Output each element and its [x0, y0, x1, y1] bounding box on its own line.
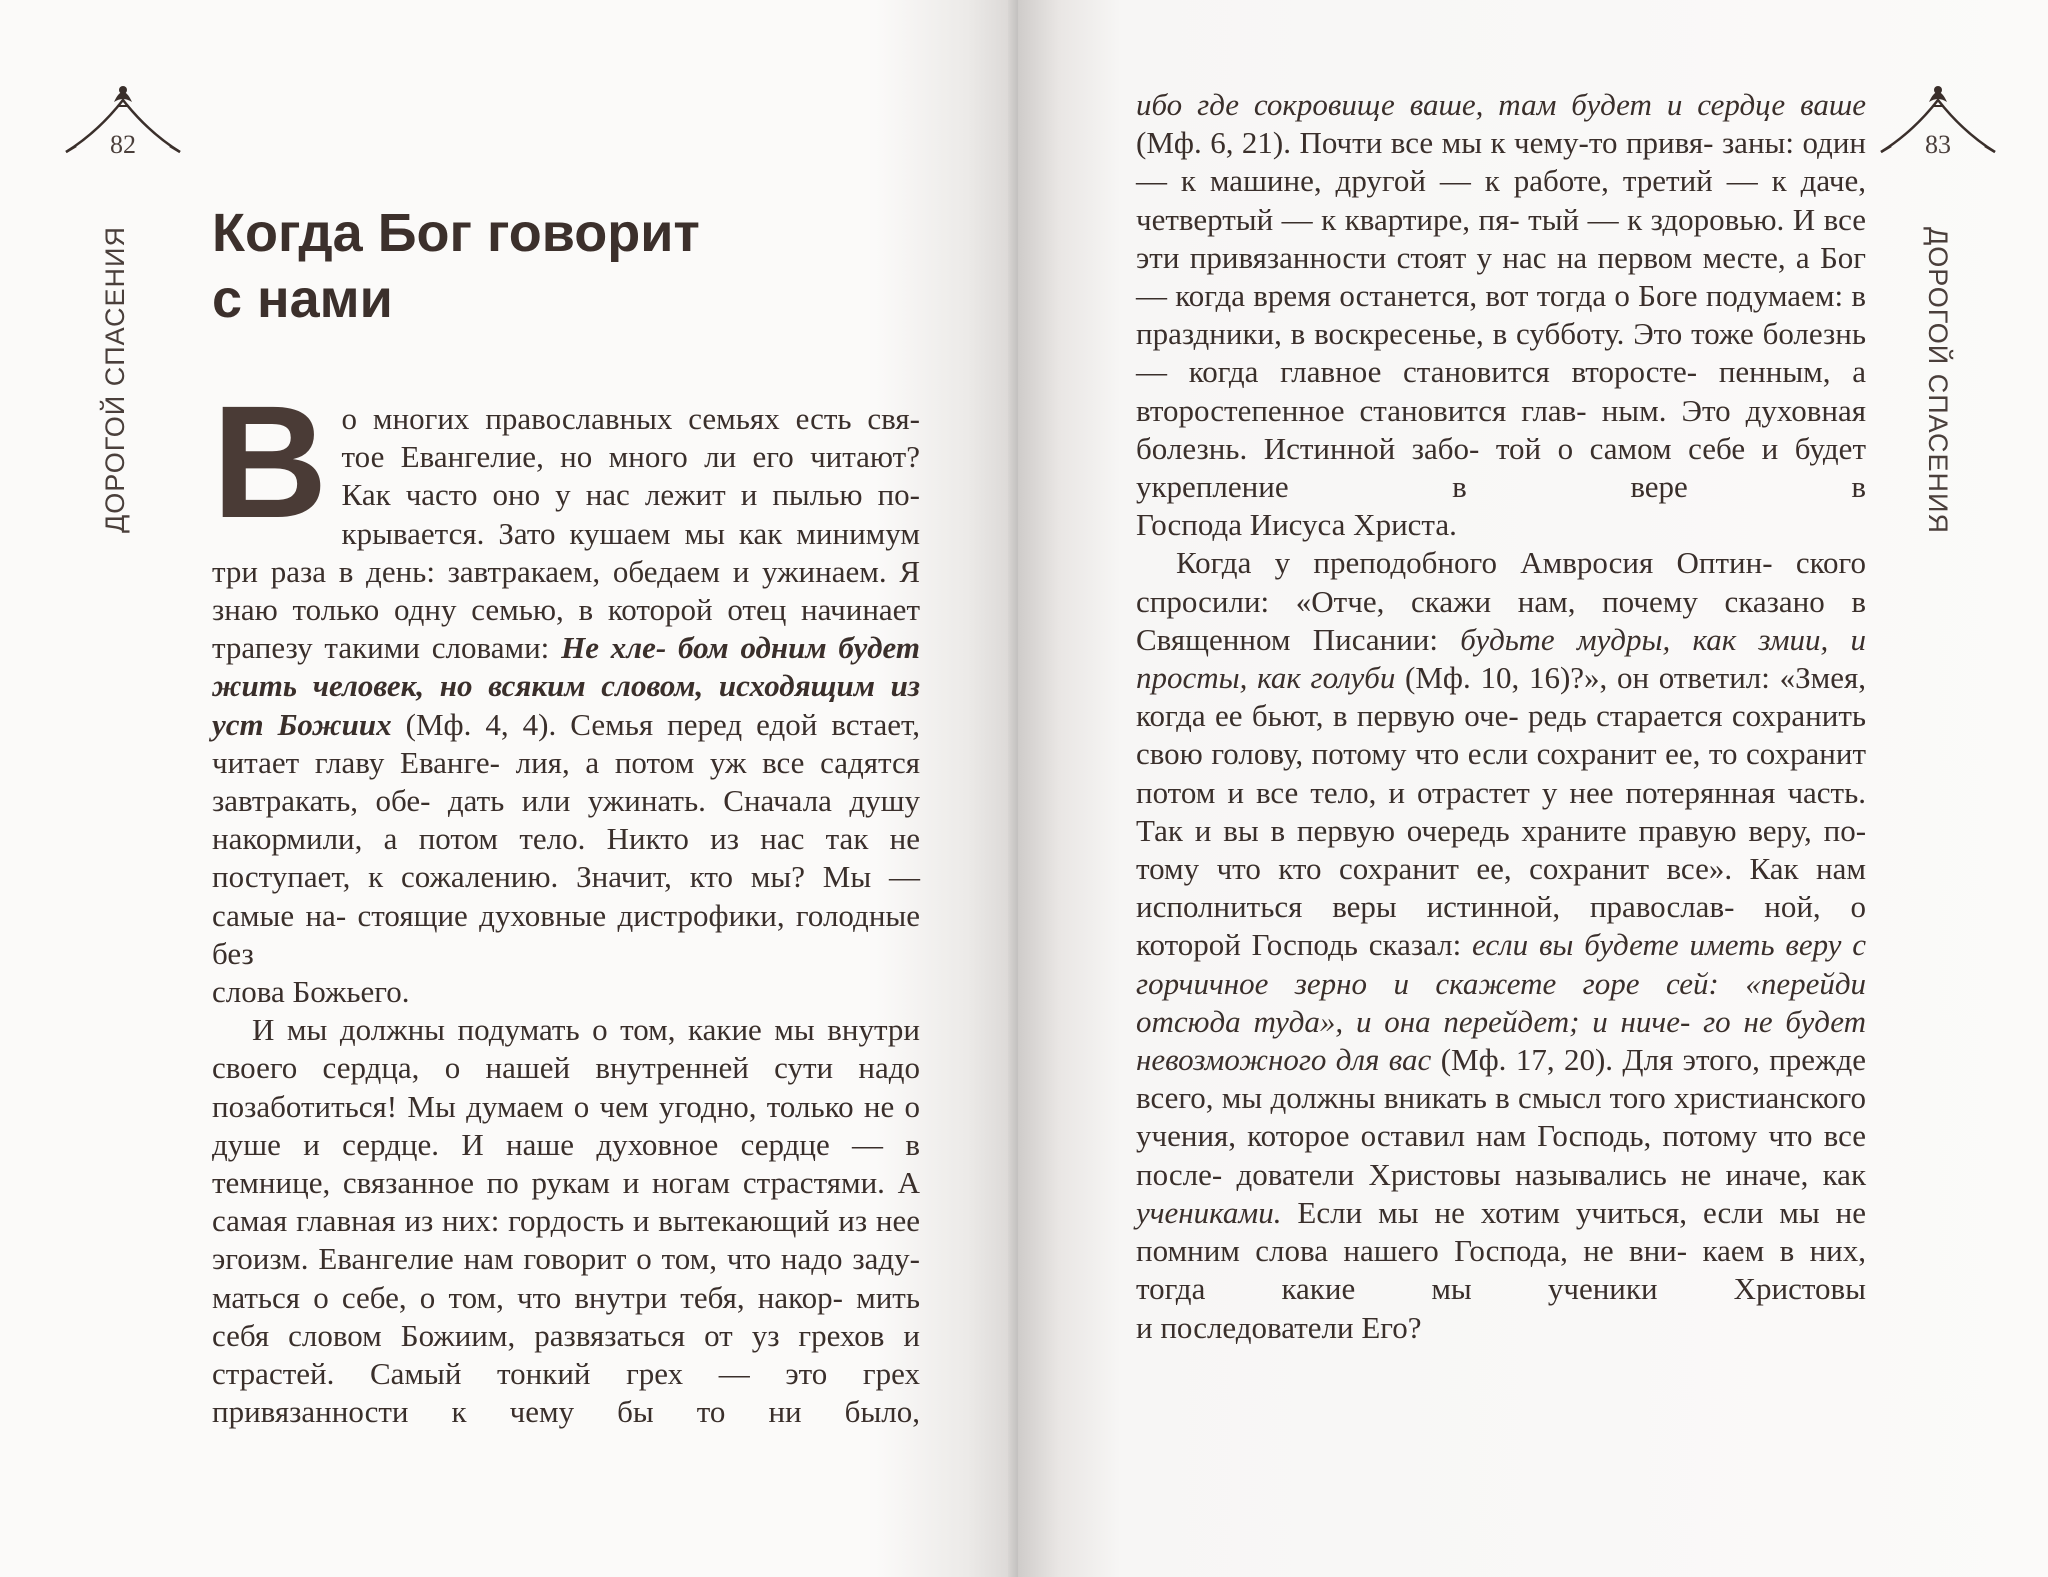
chapter-title-line: Когда Бог говорит	[212, 203, 700, 263]
text-line: Господа Иисуса Христа.	[1136, 507, 1457, 543]
text-line: стоят у нас на первом месте, а Бог — когда	[1136, 239, 1866, 314]
paragraph	[1136, 1309, 1866, 1347]
text-line: маться о себе, о том, что внутри тебя, накор-	[212, 1279, 843, 1315]
text-line: слова Божьего.	[212, 974, 410, 1010]
running-head: ДОРОГОЙ СПАСЕНИЯ	[100, 226, 130, 534]
text-line: ным. Это духовная болезнь. Истинной забо-	[1136, 392, 1867, 466]
text-line: сути надо позаботиться! Мы думаем о чем	[212, 1050, 921, 1124]
text-line: Если мы не хотим учиться, если	[1297, 1194, 1764, 1230]
scripture-reference: (Мф. 17, 20).	[1440, 1042, 1614, 1078]
text-line: ной, о которой Господь сказал:	[1136, 889, 1866, 963]
text-line: И мы должны подумать о том, какие мы	[252, 1012, 815, 1048]
text-line: пенным, а второстепенное становится глав-	[1136, 354, 1866, 428]
text-line: тое Евангелие, но много ли его читают?	[341, 439, 920, 475]
drop-cap: В	[212, 372, 328, 551]
text-line: Я знаю только одну семью, в которой отец	[212, 553, 921, 628]
scripture-quote: го не будет невозможного для вас	[1136, 1003, 1867, 1078]
text-line: мить себя словом Божиим, развязаться от уз	[212, 1279, 920, 1353]
text-line: и последователи Его?	[1136, 1309, 1422, 1345]
scripture-quote: бом одним будет жить человек, но всяким	[212, 630, 920, 704]
text-line: Для этого, прежде всего, мы должны вникать	[1136, 1042, 1867, 1116]
text-line: ответил: «Змея, когда ее бьют, в первую оче-	[1136, 660, 1866, 734]
text-line: ского спросили: «Отче, скажи нам, почему	[1136, 545, 1867, 619]
chapter-title-line: с нами	[212, 269, 393, 329]
scripture-quote: учениками.	[1136, 1194, 1282, 1230]
text-line: что если сохранит ее, то сохранит потом и все	[1136, 736, 1867, 810]
text-line: лия, а потом уж все садятся завтракать, обе-	[212, 744, 921, 819]
paragraph	[1136, 506, 1866, 544]
text-line: грех привязанности к чему бы то ни было,	[212, 1356, 920, 1430]
text-line: стоящие духовные дистрофики, голодные без	[212, 897, 920, 971]
text-line: Семья перед едой встает, читает главу Еванге-	[212, 706, 920, 780]
scripture-quote: словом, исходящим из уст Божиих	[212, 668, 920, 742]
text-column-left	[212, 372, 921, 1431]
chapter-title	[212, 200, 932, 332]
text-line: сказано в Священном Писании:	[1136, 583, 1867, 657]
scripture-quote: «перейди отсюда туда», и она перейдет; и ниче-	[1136, 965, 1867, 1039]
scripture-quote: если вы будете	[1472, 927, 1679, 963]
text-line: заны: один — к машине, другой — к работе,	[1136, 125, 1867, 199]
scripture-quote: как змии, и просты, как голуби	[1136, 621, 1867, 696]
text-line: них: гордость и вытекающий из нее эгоизм.	[212, 1203, 920, 1277]
text-line: крывается. Зато кушаем мы как минимум три	[212, 515, 920, 589]
text-line: вы в первую очередь храните правую веру, по-	[1223, 812, 1867, 848]
paragraph	[1136, 544, 1866, 1308]
text-line: дать или ужинать. Сначала душу накормили,	[212, 783, 920, 857]
text-line: начинает трапезу такими словами:	[212, 592, 920, 666]
text-line: тело, и отрастет у нее потерянная часть. Так и	[1136, 774, 1866, 848]
text-line: той о самом себе и будет укрепление в вере в	[1136, 430, 1866, 505]
text-column-right	[1136, 86, 1866, 1347]
text-line: сожалению. Значит, кто мы? Мы — самые на-	[212, 859, 920, 933]
text-line: (Мф. 6, 21). Почти все мы к чему-то привя-	[1136, 125, 1714, 161]
page-number: 83	[1925, 130, 1951, 159]
running-head: ДОРОГОЙ СПАСЕНИЯ	[1923, 226, 1953, 534]
text-line: время останется, вот тогда о Боге подумаем: в	[1253, 278, 1866, 314]
text-line: о многих православных семьях есть свя-	[341, 401, 920, 436]
scripture-quote: Не хле-	[561, 630, 667, 666]
scripture-reference: (Мф. 4, 4).	[405, 706, 557, 742]
scripture-reference: (Мф. 10, 16)?», он	[1405, 660, 1650, 696]
text-line: раза в день: завтракаем, обедаем и ужинаем.	[270, 553, 887, 589]
text-line: дователи Христовы назывались не иначе, как	[1236, 1156, 1866, 1192]
text-line: мы не помним слова нашего Господа, не вни-	[1136, 1194, 1867, 1269]
paragraph	[212, 372, 921, 973]
text-line: угодно, только не о душе и сердце. И наше	[212, 1088, 921, 1162]
text-line: внутри своего сердца, о нашей внутренней	[212, 1012, 921, 1086]
text-line: рукам и ногам страстями. А самая главная из	[212, 1165, 920, 1239]
text-line: оставил нам Господь, потому что все после-	[1136, 1118, 1866, 1192]
text-line: болезнь — когда главное становится второсте-	[1136, 316, 1867, 390]
paragraph	[1136, 86, 1866, 506]
scripture-quote: будьте мудры,	[1460, 621, 1671, 657]
text-line: Как часто оно у нас лежит и пылью по-	[341, 477, 920, 513]
text-line: грехов и страстей. Самый тонкий грех — это	[212, 1317, 920, 1392]
text-line: каем в них, тогда какие мы ученики Христовы	[1136, 1233, 1867, 1307]
paragraph	[212, 1011, 920, 1431]
text-line: нам исполниться веры истинной, православ-	[1136, 851, 1867, 925]
text-line: праздники, в воскресенье, в субботу. Это тоже	[1136, 316, 1754, 352]
text-line: духовное сердце — в темнице, связанное по	[212, 1126, 920, 1201]
text-line: Когда у преподобного Амвросия Оптин-	[1176, 545, 1773, 581]
scripture-quote: иметь веру с горчичное зерно и скажете горе сей:	[1136, 927, 1866, 1001]
text-line: а потом тело. Никто из нас так не поступает, к	[212, 821, 920, 895]
left-page	[0, 0, 1018, 1577]
page-number: 82	[110, 130, 136, 159]
text-line: Евангелие нам говорит о том, что надо заду-	[318, 1241, 920, 1277]
text-line: редь старается сохранить свою голову, потому	[1136, 698, 1867, 772]
text-line: тому что кто сохранит ее, сохранит все». Как	[1136, 851, 1799, 887]
scripture-quote: ибо где сокровище ваше, там будет и сердце ваше	[1136, 87, 1866, 122]
right-page	[1018, 0, 2048, 1577]
text-line: третий — к даче, четвертый — к квартире, пя-	[1136, 163, 1866, 237]
paragraph	[212, 973, 920, 1011]
text-line: тый — к здоровью. И все эти привязанности	[1136, 201, 1866, 275]
text-line: в смысл того христианского учения, которое	[1136, 1080, 1867, 1154]
